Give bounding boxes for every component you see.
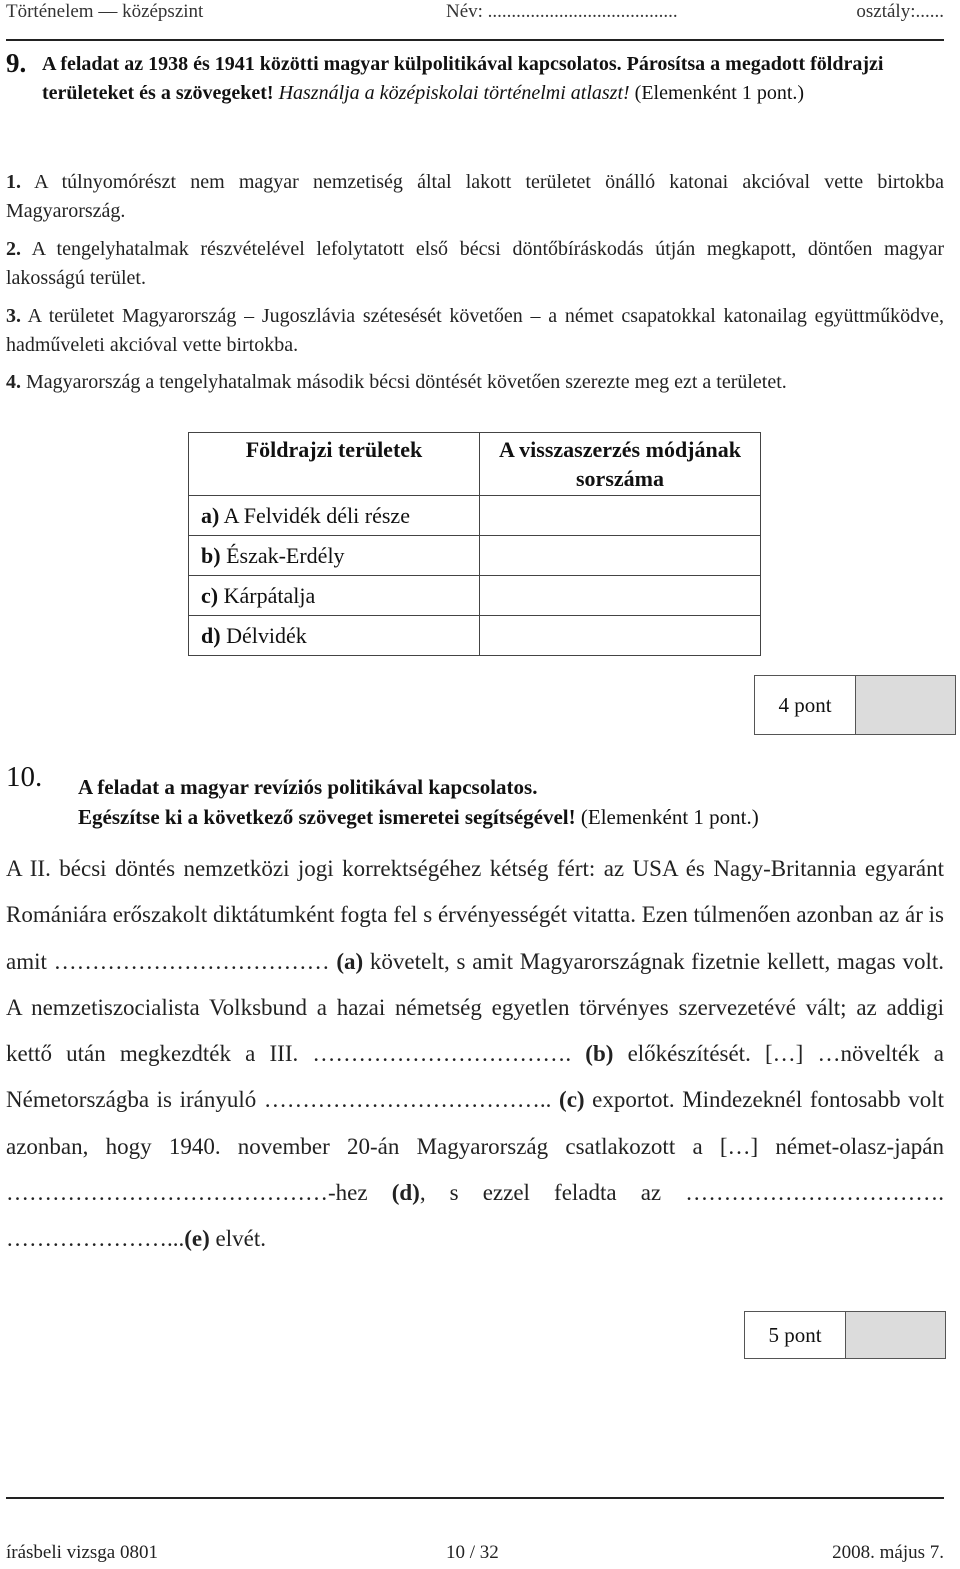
footer-page-number: 10 / 32	[446, 1542, 499, 1563]
q9-title-italic: Használja a középiskolai történelmi atlaszt!	[278, 82, 630, 104]
region-letter: c)	[201, 582, 219, 608]
table-header-row	[189, 433, 761, 496]
table-row	[189, 496, 761, 536]
q10-title-line1: A feladat a magyar revíziós politikával kapcsolatos.	[78, 775, 538, 799]
item-number: 1.	[6, 171, 21, 193]
region-label: Délvidék	[226, 622, 307, 648]
q9-item-2	[6, 235, 944, 293]
col-header-method: A visszaszerzés módjának sorszáma	[480, 433, 761, 496]
item-text: A túlnyomórészt nem magyar nemzetiség által lakott területet önálló katonai akcióval vette birtokba Magyarország.	[6, 171, 944, 222]
region-cell	[189, 616, 480, 656]
answer-cell[interactable]	[480, 536, 761, 576]
q9-number: 9.	[6, 48, 27, 78]
region-cell	[189, 536, 480, 576]
score-label: 5 pont	[745, 1312, 846, 1358]
answer-cell[interactable]	[480, 616, 761, 656]
region-cell	[189, 576, 480, 616]
q9-item-4	[6, 368, 944, 397]
region-letter: d)	[201, 622, 221, 648]
blank-marker: (e)	[184, 1226, 210, 1252]
q9-item-3	[6, 302, 944, 360]
q10-title-line2	[78, 802, 946, 832]
cloze-segment: A II. bécsi döntés nemzetközi jogi korrektségéhez kétség fért: az USA és Nagy-Britannia egyaránt Romániára erőszakolt diktátumként fogta fel s érvényességét vitatta. Ezen túlmenően azonban az ár is amit ………………………………	[6, 856, 944, 974]
item-number: 2.	[6, 238, 21, 260]
cloze-segment: előkészítését. […] …növelték a Németországba is irányuló ………………………………..	[6, 1041, 945, 1113]
q10-score-box	[744, 1311, 946, 1359]
header-divider	[6, 39, 944, 41]
q9-item-1	[6, 168, 944, 226]
score-entry[interactable]	[846, 1312, 945, 1358]
region-letter: b)	[201, 542, 221, 568]
header-class-field: osztály:......	[856, 1, 944, 22]
footer-exam-code: írásbeli vizsga 0801	[6, 1542, 158, 1563]
q10-cloze-paragraph	[6, 846, 944, 1263]
q9-title-text	[42, 50, 946, 108]
q10-title-note: (Elemenként 1 pont.)	[580, 805, 759, 829]
header-subject: Történelem — középszint	[6, 1, 204, 22]
region-letter: a)	[201, 502, 220, 528]
blank-marker: (c)	[559, 1087, 585, 1113]
page-header	[6, 0, 944, 28]
answer-cell[interactable]	[480, 496, 761, 536]
q9-title-note: (Elemenként 1 pont.)	[634, 82, 805, 104]
score-label: 4 pont	[755, 676, 856, 734]
q10-number: 10.	[6, 761, 43, 793]
item-number: 3.	[6, 305, 21, 327]
q10-title-text	[78, 772, 946, 832]
q9-title-bold: A feladat az 1938 és 1941 közötti magyar külpolitikával kapcsolatos. Párosítsa a megadott földrajzi területeket és a szövegeket!	[42, 53, 884, 104]
footer-divider	[6, 1497, 944, 1499]
region-label: Kárpátalja	[223, 582, 316, 608]
q9-score-box	[754, 675, 956, 735]
q10-title-bold: Egészítse ki a következő szöveget ismeretei segítségével!	[78, 805, 576, 829]
item-number: 4.	[6, 371, 21, 393]
col-header-regions: Földrajzi területek	[189, 433, 480, 496]
cloze-segment: követelt, s amit Magyarországnak fizetnie kellett, magas volt. A nemzetiszocialista Volksbund a hazai németség egyetlen törvényes szervezetévé vált; az addigi kettő után megkezdték a III. …………………………….	[6, 948, 944, 1067]
score-entry[interactable]	[856, 676, 955, 734]
region-cell	[189, 496, 480, 536]
cloze-text	[6, 846, 944, 1263]
header-name-field: Név: ........................................	[446, 1, 678, 22]
item-text: Magyarország a tengelyhatalmak második bécsi döntését követően szerezte meg ezt a területet.	[26, 371, 787, 393]
cloze-segment: elvét.	[209, 1226, 266, 1252]
blank-marker: (a)	[336, 948, 364, 974]
item-text: A tengelyhatalmak részvételével lefolytatott első bécsi döntőbíráskodás útján megkapott, döntően magyar lakosságú terület.	[6, 238, 944, 289]
table-row	[189, 576, 761, 616]
region-label: Észak-Erdély	[226, 542, 345, 568]
q9-matching-table	[188, 432, 761, 656]
footer-date: 2008. május 7.	[832, 1542, 944, 1563]
cloze-segment: , s ezzel feladta az ……………………………. …………………...	[6, 1180, 944, 1252]
table-row	[189, 616, 761, 656]
blank-marker: (d)	[391, 1180, 420, 1206]
cloze-segment: exportot. Mindezeknél fontosabb volt azonban, hogy 1940. november 20-án Magyarország csatlakozott a […] német-olasz-japán ……………………………………-hez	[6, 1087, 945, 1206]
item-text: A területet Magyarország – Jugoszlávia szétesését követően – a német csapatokkal katonailag együttműködve, hadműveleti akcióval vette birtokba.	[6, 305, 945, 356]
blank-marker: (b)	[585, 1041, 614, 1067]
region-label: A Felvidék déli része	[223, 502, 410, 528]
table-row	[189, 536, 761, 576]
answer-cell[interactable]	[480, 576, 761, 616]
